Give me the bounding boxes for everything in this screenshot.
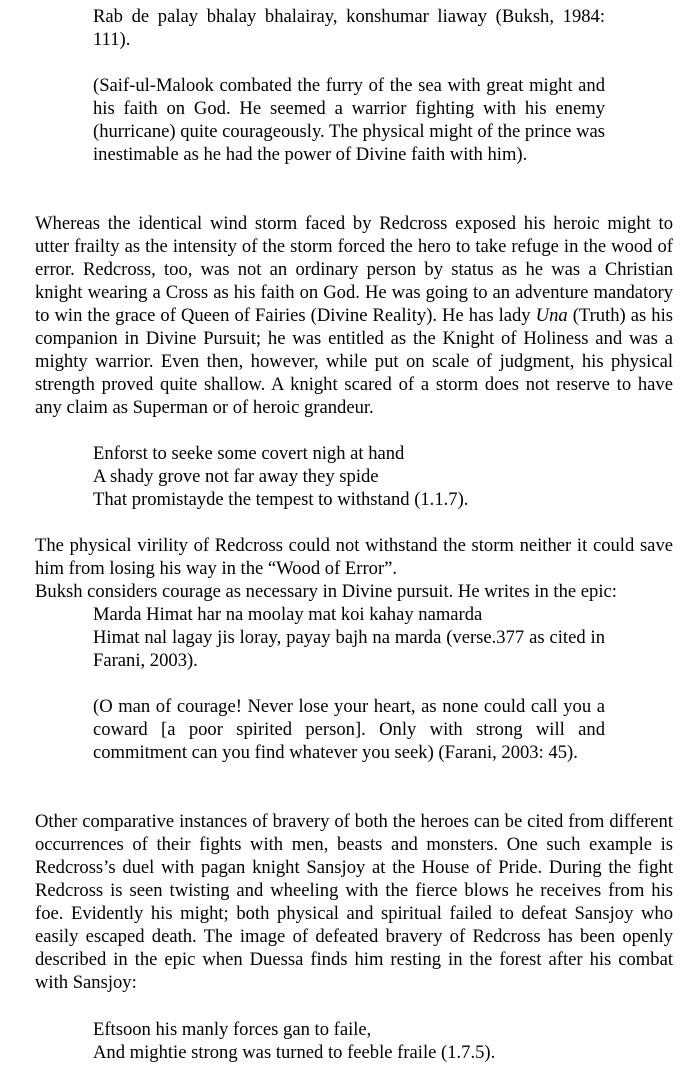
- verse-line: That promistayde the tempest to withstand (1.1.7).: [93, 489, 469, 510]
- paragraph-text: Whereas the identical wind storm faced by Redcross exposed his heroic might to utter frailty as the intensity of the storm forced the hero to take refuge in the wood of error. Redcross, too, was not an ordinary person by status as he was a Christian knight wearing a Cross as his faith on God. He was going to an adventure mandatory to win the grace of Queen of Fairies (Divine Reality). He has lady: [35, 213, 673, 326]
- verse-line: Marda Himat har na moolay mat koi kahay namarda: [93, 604, 483, 625]
- body-paragraph: Buksh considers courage as necessary in Divine pursuit. He writes in the epic:: [35, 581, 617, 602]
- paragraph-text: (Truth) as his companion in Divine Pursuit; he was entitled as the Knight of Holiness and was a mighty warrior. Even then, however, while put on scale of judgment, his physical strength proved quite shallow. A knight scared of a storm does not reserve to have any claim as Superman or of heroic grandeur.: [35, 305, 673, 418]
- verse-line: A shady grove not far away they spide: [93, 466, 379, 487]
- verse-line: Eftsoon his manly forces gan to faile,: [93, 1019, 372, 1040]
- quoted-verse-punjabi: Rab de palay bhalay bhalairay, konshumar liaway (Buksh, 1984: 111).: [93, 6, 605, 50]
- verse-line: Enforst to seeke some covert nigh at hand: [93, 443, 405, 464]
- body-paragraph: Other comparative instances of bravery of both the heroes can be cited from different occurrences of their fights with men, beasts and monsters. One such example is Redcross’s duel with pagan knight Sansjoy at the House of Pride. During the fight Redcross is seen twisting and wheeling with the fierce blows he receives from his foe. Evidently his might; both physical and spiritual failed to defeat Sansjoy who easily escaped death. The image of defeated bravery of Redcross has been openly described in the epic when Duessa finds him resting in the forest after his combat with Sansjoy:: [35, 811, 673, 993]
- quoted-verse-punjabi: [93, 603, 482, 626]
- quoted-verse-english: [93, 1018, 495, 1064]
- quoted-translation: (Saif-ul-Malook combated the furry of the sea with great might and his faith on God. He seemed a warrior fighting with his enemy (hurricane) quite courageously. The physical might of the prince was inestimable as he had the power of Divine faith with him).: [93, 75, 605, 165]
- italic-term: Una: [535, 305, 568, 326]
- quoted-translation: (O man of courage! Never lose your heart, as none could call you a coward [a poor spirited person]. Only with strong will and commitment can you find whatever you seek) (Farani, 2003: 45).: [93, 696, 605, 763]
- verse-line: And mightie strong was turned to feeble fraile (1.7.5).: [93, 1042, 496, 1063]
- quoted-verse-punjabi-continued: Himat nal lagay jis loray, payay bajh na marda (verse.377 as cited in Farani, 2003).: [93, 627, 605, 671]
- body-paragraph: [35, 212, 673, 419]
- quoted-verse-english: [93, 442, 468, 511]
- body-paragraph: The physical virility of Redcross could not withstand the storm neither it could save him from losing his way in the “Wood of Error”.: [35, 535, 673, 579]
